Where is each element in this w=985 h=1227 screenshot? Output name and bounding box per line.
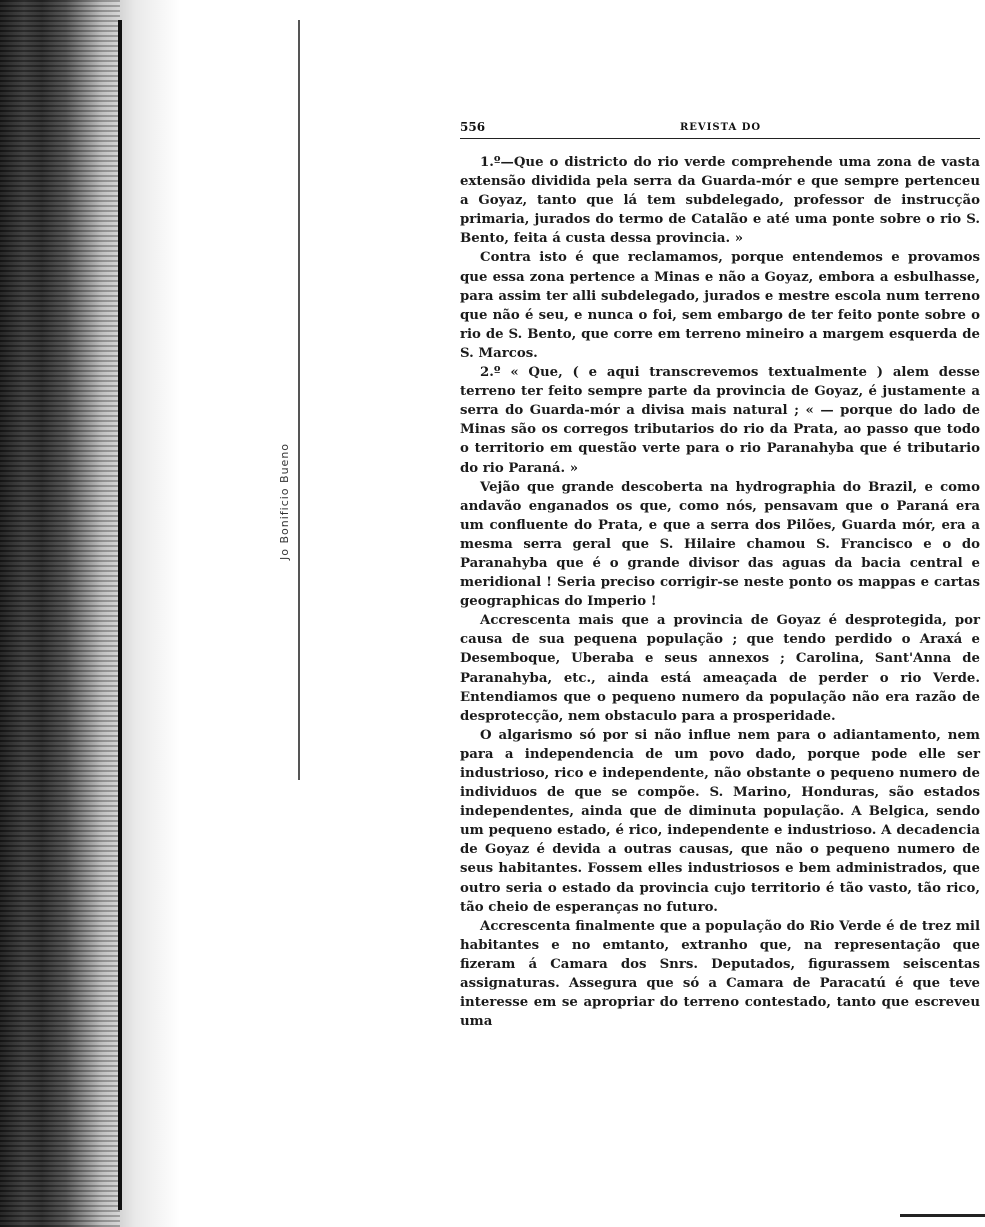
spine-label: Jo Bonificio Bueno [278, 442, 291, 560]
page-header [460, 120, 980, 139]
paragraph-2: Contra isto é que reclamamos, porque entendemos e provamos que essa zona pertence a Minas e não a Goyaz, embora a esbulhasse, para assim ter alli subdelegado, jurados e mestre escola num terreno que não é seu, e nunca o foi, sem embargo de ter feito ponte sobre o rio de S. Bento, que corre em terreno mineiro a margem esquerda de S. Marcos. [460, 250, 980, 361]
page-number: 556 [460, 120, 486, 134]
paragraph-1: 1.º—Que o districto do rio verde comprehende uma zona de vasta extensão dividida pela serra da Guarda-mór e que sempre pertenceu a Goyaz, tanto que lá tem subdelegado, professor de instrucção primaria, jurados do termo de Catalão e até uma ponte sobre o rio S. Bento, feita á custa dessa provincia. » [460, 155, 980, 247]
binding-shadow [0, 0, 120, 1227]
book-gutter [0, 0, 300, 1227]
paragraph-6: O algarismo só por si não influe nem para o adiantamento, nem para a independencia de um povo dado, porque pode elle ser industrioso, rico e independente, não obstante o pequeno numero de individuos de que se compõe. S. Marino, Honduras, são estados independentes, ainda que de diminuta população. A Belgica, sendo um pequeno estado, é rico, independente e industrioso. A decadencia de Goyaz é devida a outras causas, que não o pequeno numero de seus habitantes. Fossem elles industriosos e bem administrados, que outro seria o estado da provincia cujo territorio é tão vasto, tão rico, tão cheio de esperanças no futuro. [460, 727, 980, 915]
paragraph-3: 2.º « Que, ( e aqui transcrevemos textualmente ) alem desse terreno ter feito sempre parte da provincia de Goyaz, é justamente a serra do Guarda-mór a divisa mais natural ; « — porque do lado de Minas são os corregos tributarios do rio da Prata, ao passo que todo o territorio em questão verte para o rio Paranahyba que é tributario do rio Paraná. » [460, 365, 980, 476]
paragraph-4: Vejão que grande descoberta na hydrographia do Brazil, e como andavão enganados os que, como nós, pensavam que o Paraná era um confluente do Prata, e que a serra dos Pilões, Guarda mór, era a mesma serra geral que S. Hilaire chamou S. Francisco e o do Paranahyba que é o grande divisor das aguas da bacia central e meridional ! Seria preciso corrigir-se neste ponto os mappas e cartas geographicas do Imperio ! [460, 479, 980, 610]
page-edge-line [118, 20, 122, 1210]
paragraph-7: Accrescenta finalmente que a população do Rio Verde é de trez mil habitantes e no emtanto, extranho que, na representação que fizeram á Camara dos Snrs. Deputados, figurassem seiscentas assignaturas. Assegura que só a Camara de Paracatú é que teve interesse em se apropriar do terreno contestado, tanto que escreveu uma [460, 918, 980, 1030]
page [460, 120, 980, 1031]
running-title: REVISTA DO [680, 122, 762, 133]
paragraph-5: Accrescenta mais que a provincia de Goyaz é desprotegida, por causa de sua pequena população ; que tendo perdido o Araxá e Desemboque, Uberaba e seus annexos ; Carolina, Sant'Anna de Paranahyba, etc., ainda está ameaçada de perder o rio Verde. Entendiamos que o pequeno numero da população não era razão de desprotecção, nem obstaculo para a prosperidade. [460, 613, 980, 724]
bottom-rule [900, 1214, 985, 1217]
page-body [460, 153, 980, 1031]
spine-line [298, 20, 300, 780]
